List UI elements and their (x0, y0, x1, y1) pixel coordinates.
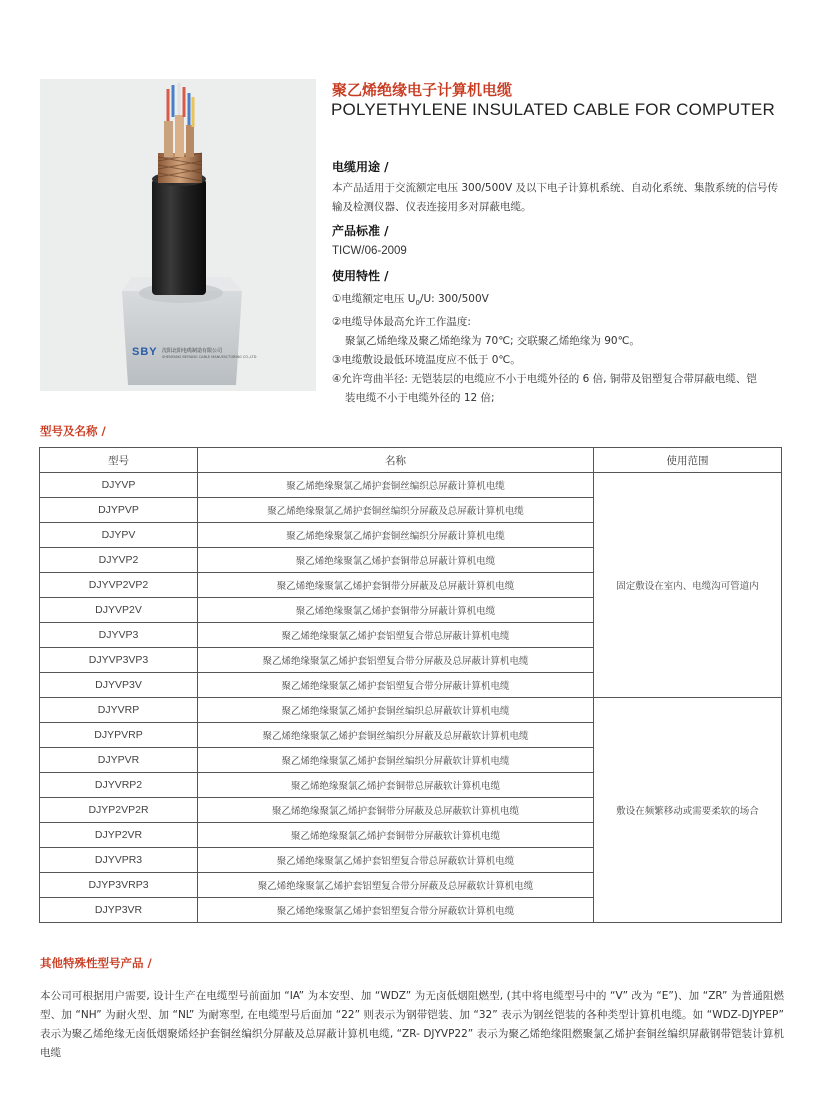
company-name-cn: 沈阳北阳电缆制造有限公司 (162, 348, 223, 354)
feature-item-1: ①电缆额定电压 $U_0/U$: 300/500V (332, 293, 489, 308)
model-cell: DJYVRP2 (40, 773, 198, 798)
name-cell: 聚乙烯绝缘聚氯乙烯护套铜带分屏蔽及总屏蔽软计算机电缆 (198, 798, 594, 823)
model-cell: DJYVP2 (40, 548, 198, 573)
model-cell: DJYPVR (40, 748, 198, 773)
name-cell: 聚乙烯绝缘聚氯乙烯护套铜带分屏蔽软计算机电缆 (198, 823, 594, 848)
table-row (40, 698, 782, 723)
name-cell: 聚乙烯绝缘聚氯乙烯护套铜带分屏蔽及总屏蔽计算机电缆 (198, 573, 594, 598)
name-cell: 聚乙烯绝缘聚氯乙烯护套铜丝编织分屏蔽及总屏蔽计算机电缆 (198, 498, 594, 523)
feature-item-2-detail: 聚氯乙烯绝缘及聚乙烯绝缘为 70℃; 交联聚乙烯绝缘为 90℃。 (345, 335, 640, 348)
name-cell: 聚乙烯绝缘聚氯乙烯护套铜丝编织分屏蔽及总屏蔽软计算机电缆 (198, 723, 594, 748)
model-cell: DJYVP (40, 473, 198, 498)
table-row (40, 473, 782, 498)
model-cell: DJYVPR3 (40, 848, 198, 873)
name-cell: 聚乙烯绝缘聚氯乙烯护套铜丝编织分屏蔽计算机电缆 (198, 523, 594, 548)
model-cell: DJYVP2VP2 (40, 573, 198, 598)
model-cell: DJYVP3 (40, 623, 198, 648)
standard-text: TICW/06-2009 (332, 245, 407, 257)
usage-cell-flexible: 敷设在频繁移动或需要柔软的场合 (594, 698, 782, 923)
name-cell: 聚乙烯绝缘聚氯乙烯护套铝塑复合带总屏蔽软计算机电缆 (198, 848, 594, 873)
model-cell: DJYPVRP (40, 723, 198, 748)
logo-text: SBY (132, 346, 158, 358)
product-photo (40, 79, 316, 391)
standard-heading: 产品标准 / (332, 224, 389, 238)
feature-item-4-cont: 装电缆不小于电缆外径的 12 倍; (345, 392, 495, 405)
features-heading: 使用特性 / (332, 269, 389, 283)
model-cell: DJYVP3VP3 (40, 648, 198, 673)
name-cell: 聚乙烯绝缘聚氯乙烯护套铜带总屏蔽计算机电缆 (198, 548, 594, 573)
company-name-en: SHENYANG BEIYANG CABLE MANUFACTURING CO.,LTD (162, 355, 257, 359)
feature-item-2: ②电缆导体最高允许工作温度: (332, 316, 471, 329)
name-cell: 聚乙烯绝缘聚氯乙烯护套铜带总屏蔽软计算机电缆 (198, 773, 594, 798)
model-cell: DJYPV (40, 523, 198, 548)
usage-cell-fixed: 固定敷设在室内、电缆沟可管道内 (594, 473, 782, 698)
name-cell: 聚乙烯绝缘聚氯乙烯护套铜丝编织总屏蔽计算机电缆 (198, 473, 594, 498)
name-cell: 聚乙烯绝缘聚氯乙烯护套铝塑复合带分屏蔽计算机电缆 (198, 673, 594, 698)
product-title-en: POLYETHYLENE INSULATED CABLE FOR COMPUTER (331, 100, 775, 119)
product-title-cn: 聚乙烯绝缘电子计算机电缆 (332, 81, 513, 99)
special-text: 本公司可根据用户需要, 设计生产在电缆型号前面加 “IA” 为本安型、加 “WDZ” 为无卤低烟阻燃型, (其中将电缆型号中的 “V” 改为 “E”)、加 “ZR” 为普通阻燃型、加 “NH” 为耐火型、加 “NL” 为耐寒型, 在电缆型号后面加 “22” 则表示为钢带铠装、加 “32” 表示为钢丝铠装的各种类型计算机电缆。如 “WDZ-DJYPEP” 表示为聚乙烯绝缘无卤低烟聚烯烃护套铜丝编织分屏蔽及总屏蔽计算机电缆, “ZR- DJYVP22” 表示为聚乙烯绝缘阻燃聚氯乙烯护套铜丝编织屏蔽钢带铠装计算机电缆 (40, 990, 784, 1059)
name-cell: 聚乙烯绝缘聚氯乙烯护套铝塑复合带分屏蔽及总屏蔽软计算机电缆 (198, 873, 594, 898)
cable-image (40, 79, 316, 391)
model-cell: DJYVP2V (40, 598, 198, 623)
features-list (332, 290, 782, 408)
model-cell: DJYVP3V (40, 673, 198, 698)
name-cell: 聚乙烯绝缘聚氯乙烯护套铜丝编织分屏蔽软计算机电缆 (198, 748, 594, 773)
feature-item-4: ④允许弯曲半径: 无铠装层的电缆应不小于电缆外径的 6 倍, 铜带及铝塑复合带屏蔽电缆、铠 (332, 373, 757, 386)
name-cell: 聚乙烯绝缘聚氯乙烯护套铜丝编织总屏蔽软计算机电缆 (198, 698, 594, 723)
name-cell: 聚乙烯绝缘聚氯乙烯护套铝塑复合带分屏蔽及总屏蔽计算机电缆 (198, 648, 594, 673)
name-cell: 聚乙烯绝缘聚氯乙烯护套铜带分屏蔽计算机电缆 (198, 598, 594, 623)
special-heading: 其他特殊性型号产品 / (40, 956, 152, 970)
column-header-name: 名称 (198, 448, 594, 473)
usage-text: 本产品适用于交流额定电压 300/500V 及以下电子计算机系统、自动化系统、集散系统的信号传输及检测仪器、仪表连接用多对屏蔽电缆。 (332, 182, 778, 213)
table-header-row (40, 448, 782, 473)
model-cell: DJYP2VR (40, 823, 198, 848)
feature-item-3: ③电缆敷设最低环境温度应不低于 0℃。 (332, 354, 521, 367)
models-heading: 型号及名称 / (40, 424, 106, 438)
model-cell: DJYPVP (40, 498, 198, 523)
model-cell: DJYP2VP2R (40, 798, 198, 823)
models-table (39, 447, 782, 923)
model-cell: DJYVRP (40, 698, 198, 723)
column-header-usage: 使用范围 (594, 448, 782, 473)
model-cell: DJYP3VR (40, 898, 198, 923)
display-base (122, 291, 242, 385)
model-cell: DJYP3VRP3 (40, 873, 198, 898)
cable-sheath (152, 179, 206, 295)
usage-heading: 电缆用途 / (332, 160, 389, 174)
name-cell: 聚乙烯绝缘聚氯乙烯护套铝塑复合带分屏蔽软计算机电缆 (198, 898, 594, 923)
name-cell: 聚乙烯绝缘聚氯乙烯护套铝塑复合带总屏蔽计算机电缆 (198, 623, 594, 648)
column-header-model: 型号 (40, 448, 198, 473)
